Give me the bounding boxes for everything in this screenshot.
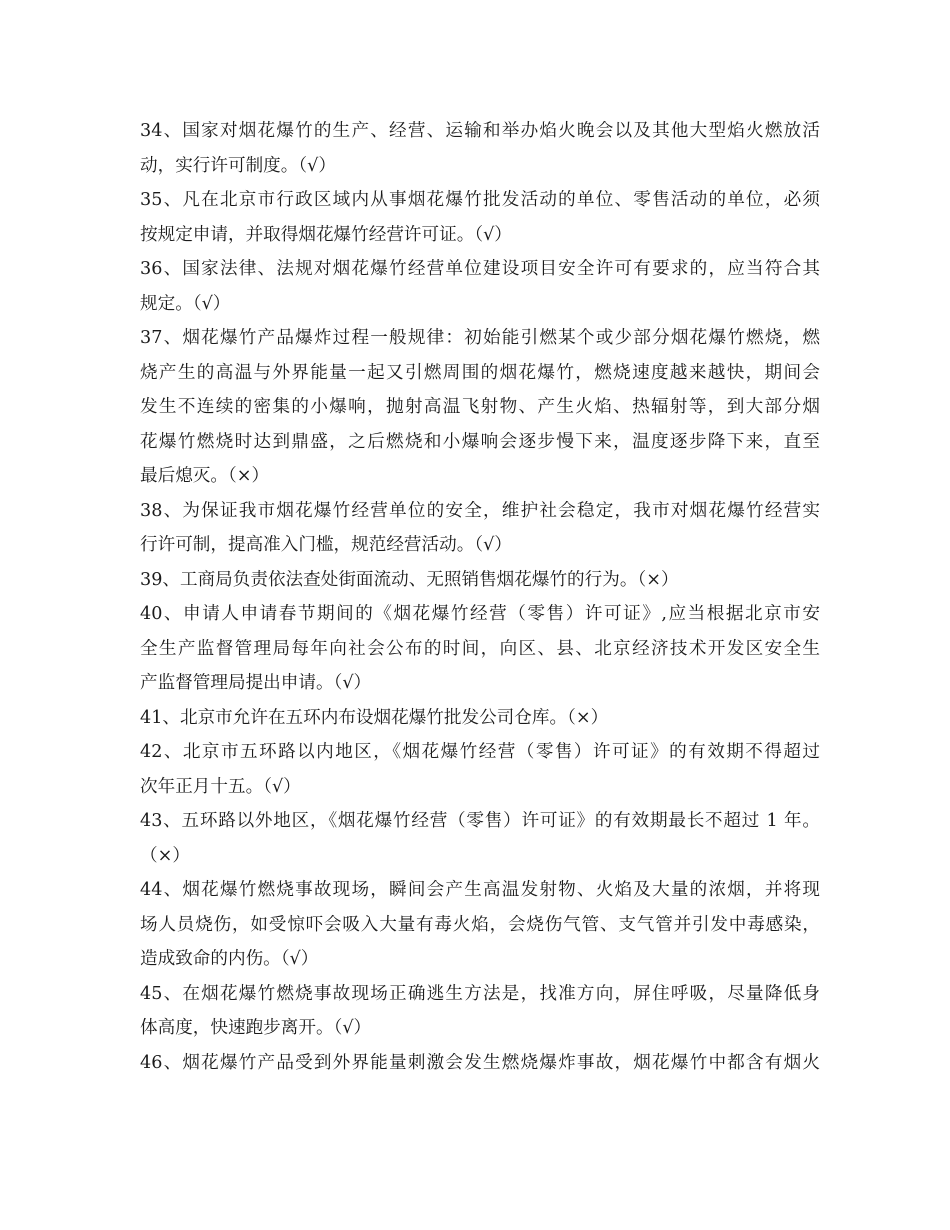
text-line-24: 场人员烧伤，如受惊吓会吸入大量有毒火焰，会烧伤气管、支气管并引发中毒感染， — [140, 914, 820, 935]
text-line-23: 44、烟花爆竹燃烧事故现场，瞬间会产生高温发射物、火焰及大量的浓烟，并将现 — [140, 880, 820, 900]
text-line-21: 43、五环路以外地区，《烟花爆竹经营（零售）许可证》的有效期最长不超过 1 年。 — [140, 811, 820, 831]
text-line-6: 规定。（√） — [140, 293, 231, 314]
text-line-26: 45、在烟花爆竹燃烧事故现场正确逃生方法是，找准方向，屏住呼吸，尽量降低身 — [140, 983, 820, 1004]
text-line-18: 41、北京市允许在五环内布设烟花爆竹批发公司仓库。（×） — [140, 707, 609, 728]
text-line-17: 产监督管理局提出申请。（√） — [140, 673, 372, 693]
text-line-7: 37、烟花爆竹产品爆炸过程一般规律：初始能引燃某个或少部分烟花爆竹燃烧，燃 — [140, 328, 820, 348]
text-line-25: 造成致命的内伤。（√） — [140, 949, 319, 969]
text-line-10: 花爆竹燃烧时达到鼎盛，之后燃烧和小爆响会逐步慢下来，温度逐步降下来，直至 — [140, 431, 820, 452]
text-line-22: （×） — [140, 845, 190, 866]
text-line-8: 烧产生的高温与外界能量一起又引燃周围的烟花爆竹，燃烧速度越来越快，期间会 — [140, 362, 820, 383]
text-line-11: 最后熄灭。（×） — [140, 466, 270, 486]
text-line-28: 46、烟花爆竹产品受到外界能量刺激会发生燃烧爆炸事故，烟花爆竹中都含有烟火 — [140, 1052, 820, 1073]
text-line-20: 次年正月十五。（√） — [140, 776, 301, 797]
text-line-16: 全生产监督管理局每年向社会公布的时间，向区、县、北京经济技术开发区安全生 — [140, 638, 820, 659]
text-line-1: 34、国家对烟花爆竹的生产、经营、运输和举办焰火晚会以及其他大型焰火燃放活 — [140, 121, 820, 141]
text-line-27: 体高度，快速跑步离开。（√） — [140, 1018, 372, 1038]
text-line-3: 35、凡在北京市行政区域内从事烟花爆竹批发活动的单位、零售活动的单位，必须 — [140, 190, 820, 210]
text-line-4: 按规定申请，并取得烟花爆竹经营许可证。（√） — [140, 224, 512, 245]
text-line-13: 行许可制，提高准入门槛，规范经营活动。（√） — [140, 535, 512, 555]
text-line-14: 39、工商局负责依法查处街面流动、无照销售烟花爆竹的行为。（×） — [140, 569, 679, 590]
document-body — [140, 114, 820, 1080]
text-line-15: 40、申请人申请春节期间的《烟花爆竹经营（零售）许可证》,应当根据北京市安 — [140, 604, 820, 624]
text-line-19: 42、北京市五环路以内地区，《烟花爆竹经营（零售）许可证》的有效期不得超过 — [140, 742, 820, 762]
text-line-9: 发生不连续的密集的小爆响，抛射高温飞射物、产生火焰、热辐射等，到大部分烟 — [140, 397, 820, 417]
text-line-5: 36、国家法律、法规对烟花爆竹经营单位建设项目安全许可有要求的，应当符合其 — [140, 259, 820, 279]
text-line-2: 动，实行许可制度。（√） — [140, 155, 336, 176]
text-line-12: 38、为保证我市烟花爆竹经营单位的安全，维护社会稳定，我市对烟花爆竹经营实 — [140, 500, 820, 521]
